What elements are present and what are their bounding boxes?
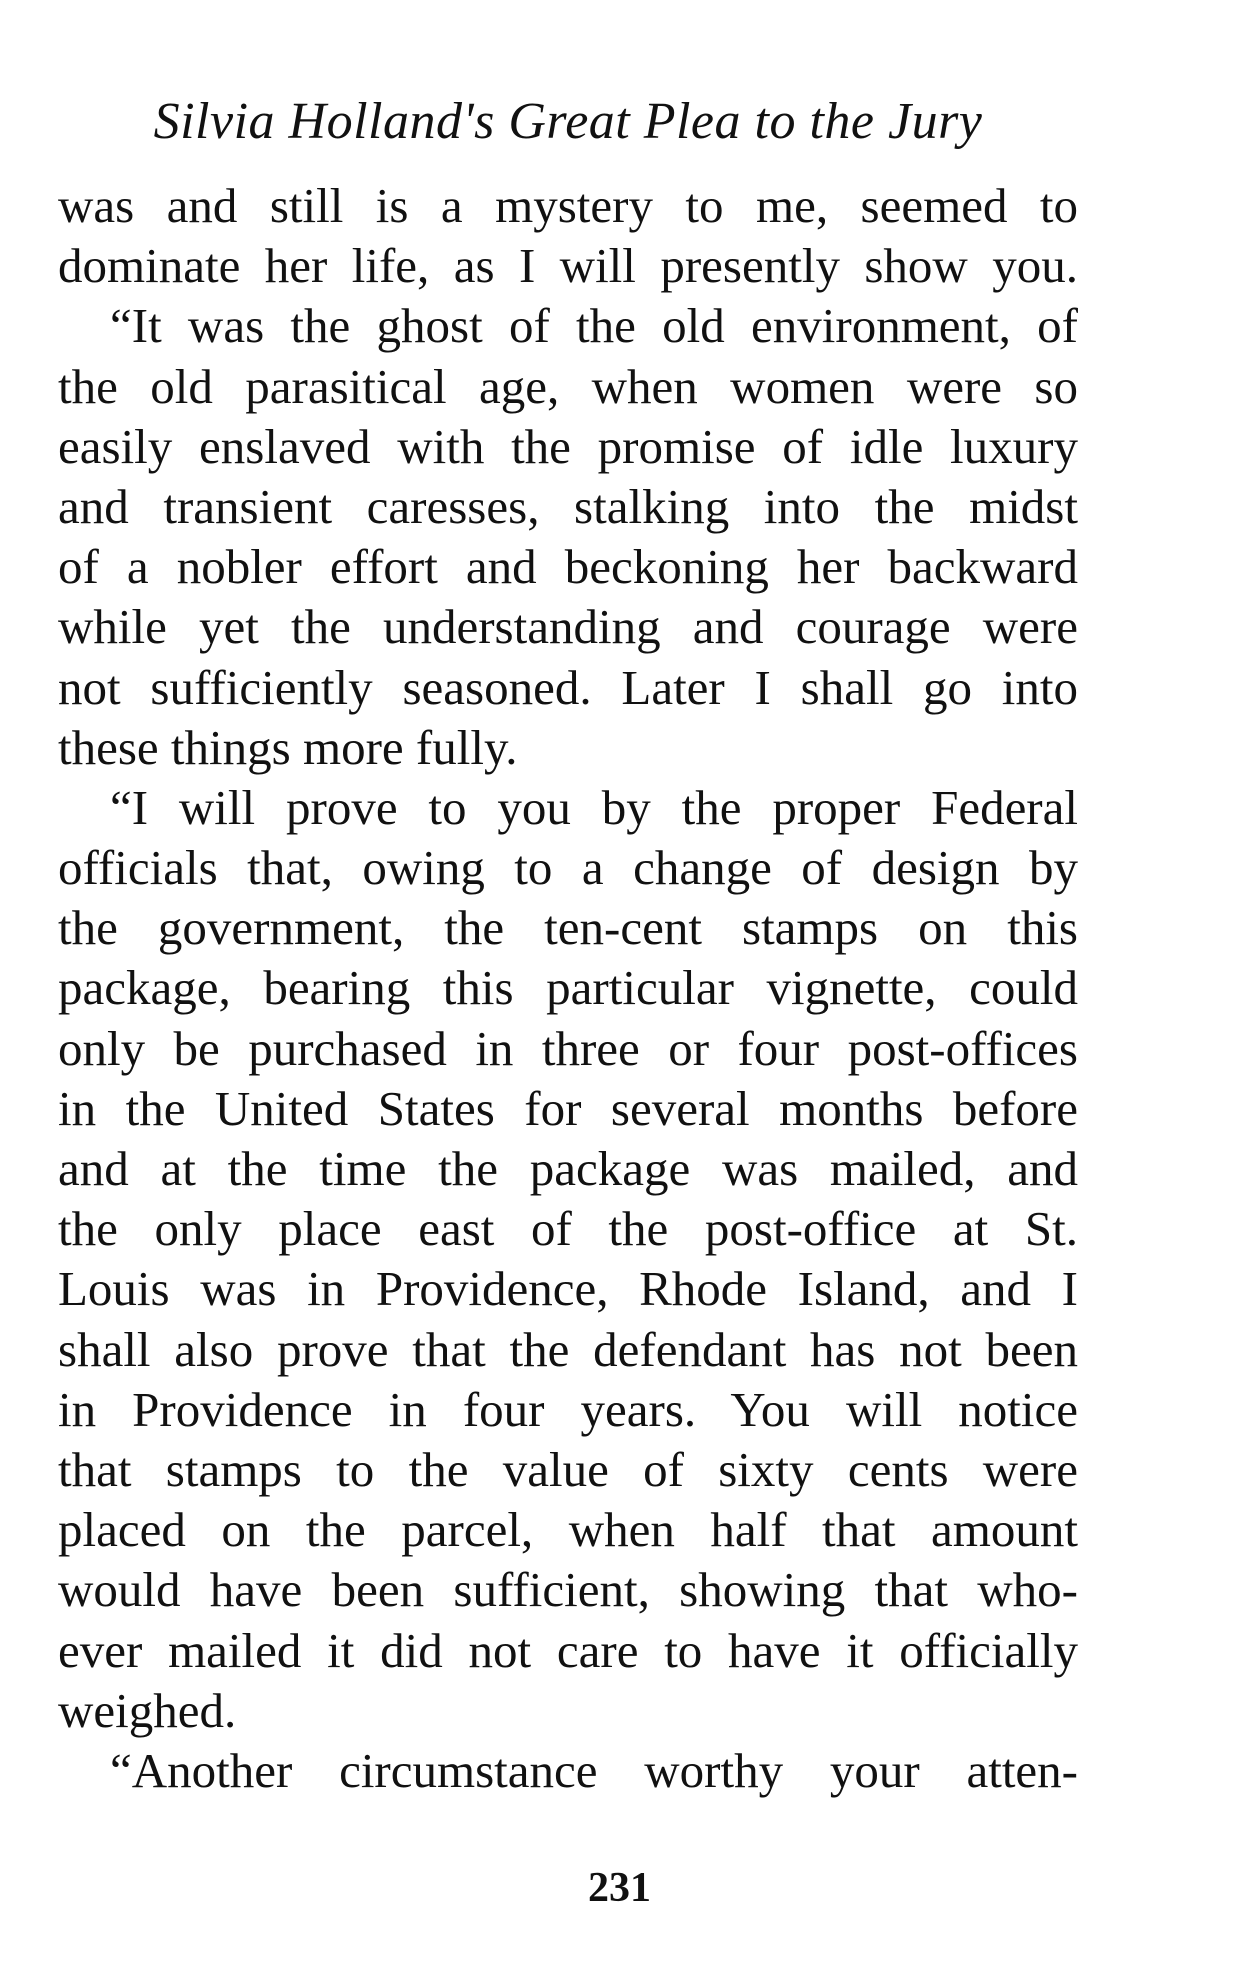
text-line: in the United States for several months before [58, 1080, 1078, 1136]
text-line: the old parasitical age, when women were so [58, 358, 1078, 414]
book-page [58, 92, 1078, 1801]
text-line: Louis was in Providence, Rhode Island, and I [58, 1261, 1078, 1317]
text-line: “Another circumstance worthy your atten- [110, 1742, 1078, 1798]
text-line: dominate her life, as I will presently show you. [58, 238, 1078, 294]
text-line: would have been sufficient, showing that who- [58, 1562, 1078, 1618]
text-line: placed on the parcel, when half that amount [58, 1502, 1078, 1558]
text-line: was and still is a mystery to me, seemed to [58, 178, 1078, 233]
text-line: the only place east of the post-office at St. [58, 1201, 1078, 1257]
text-line: while yet the understanding and courage were [58, 599, 1078, 655]
text-line: package, bearing this particular vignette, could [58, 960, 1078, 1016]
text-line: easily enslaved with the promise of idle luxury [58, 418, 1078, 474]
text-line: and at the time the package was mailed, and [58, 1141, 1078, 1196]
text-line: of a nobler effort and beckoning her backward [58, 539, 1078, 595]
text-line: and transient caresses, stalking into the midst [58, 478, 1078, 534]
text-line: weighed. [58, 1682, 237, 1738]
text-line: officials that, owing to a change of design by [58, 840, 1078, 896]
text-line: “I will prove to you by the proper Federal [110, 779, 1078, 835]
text-line: “It was the ghost of the old environment, of [110, 298, 1078, 354]
text-line: that stamps to the value of sixty cents were [58, 1441, 1078, 1497]
text-line: only be purchased in three or four post-offices [58, 1020, 1078, 1076]
text-line: ever mailed it did not care to have it officially [58, 1622, 1078, 1678]
body-text [58, 176, 1078, 1801]
text-line: the government, the ten-cent stamps on this [58, 900, 1078, 956]
page-number: 231 [588, 1865, 651, 1911]
text-line: shall also prove that the defendant has not been [58, 1321, 1078, 1377]
text-line: these things more fully. [58, 719, 518, 775]
text-line: not sufficiently seasoned. Later I shall go into [58, 659, 1078, 715]
text-line: in Providence in four years. You will notice [58, 1381, 1078, 1437]
running-head: Silvia Holland's Great Plea to the Jury [153, 93, 983, 150]
